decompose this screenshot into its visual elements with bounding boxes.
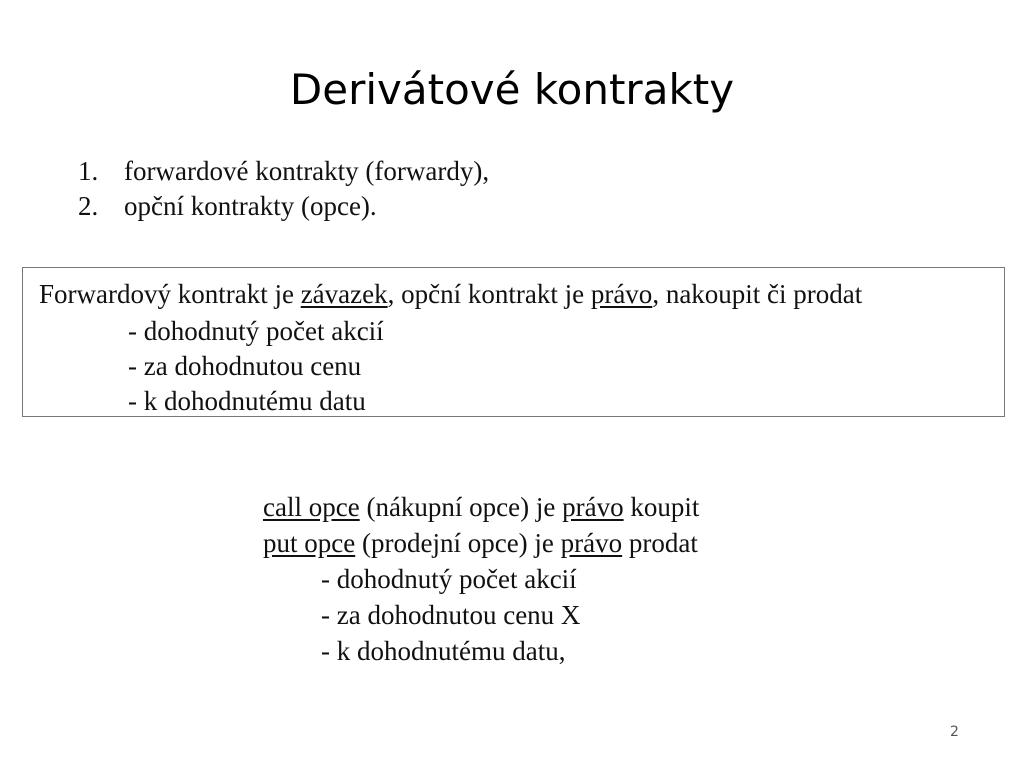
list-item: - k dohodnutému datu, bbox=[321, 636, 566, 666]
obligation-term: závazek bbox=[300, 279, 388, 309]
list-item: - dohodnutý počet akcií bbox=[128, 316, 384, 346]
put-option-term: put opce bbox=[263, 528, 356, 558]
list-item bbox=[78, 189, 489, 224]
definition-text: Forwardový kontrakt je bbox=[39, 279, 301, 309]
definition-text: , opční kontrakt je bbox=[387, 279, 591, 309]
definition-terms-list bbox=[128, 314, 384, 419]
list-item-number: 1. bbox=[78, 156, 99, 186]
option-text: (nákupní opce) je bbox=[359, 492, 563, 522]
list-item: - za dohodnutou cenu bbox=[128, 351, 362, 381]
right-term: právo bbox=[590, 279, 653, 309]
definition-box bbox=[22, 267, 1005, 417]
option-text: koupit bbox=[623, 492, 700, 522]
call-option-term: call opce bbox=[263, 492, 360, 522]
right-term: právo bbox=[560, 528, 623, 558]
put-option-line bbox=[263, 525, 699, 561]
list-item bbox=[78, 154, 489, 189]
option-terms-list bbox=[263, 561, 699, 669]
list-item-text: forwardové kontrakty (forwardy), bbox=[124, 156, 490, 186]
list-item: - za dohodnutou cenu X bbox=[321, 600, 581, 630]
list-item-text: opční kontrakty (opce). bbox=[124, 191, 377, 221]
slide-title: Derivátové kontrakty bbox=[289, 65, 735, 114]
page-number: 2 bbox=[950, 724, 959, 740]
options-definition bbox=[263, 489, 699, 669]
option-text: prodat bbox=[622, 528, 698, 558]
right-term: právo bbox=[562, 492, 624, 522]
list-item-number: 2. bbox=[78, 191, 99, 221]
call-option-line bbox=[263, 489, 699, 525]
option-text: (prodejní opce) je bbox=[355, 528, 561, 558]
list-item: - dohodnutý počet akcií bbox=[321, 564, 577, 594]
definition-text: , nakoupit či prodat bbox=[652, 279, 863, 309]
definition-sentence bbox=[39, 276, 862, 312]
derivative-types-list bbox=[78, 154, 489, 224]
list-item: - k dohodnutému datu bbox=[128, 386, 366, 416]
